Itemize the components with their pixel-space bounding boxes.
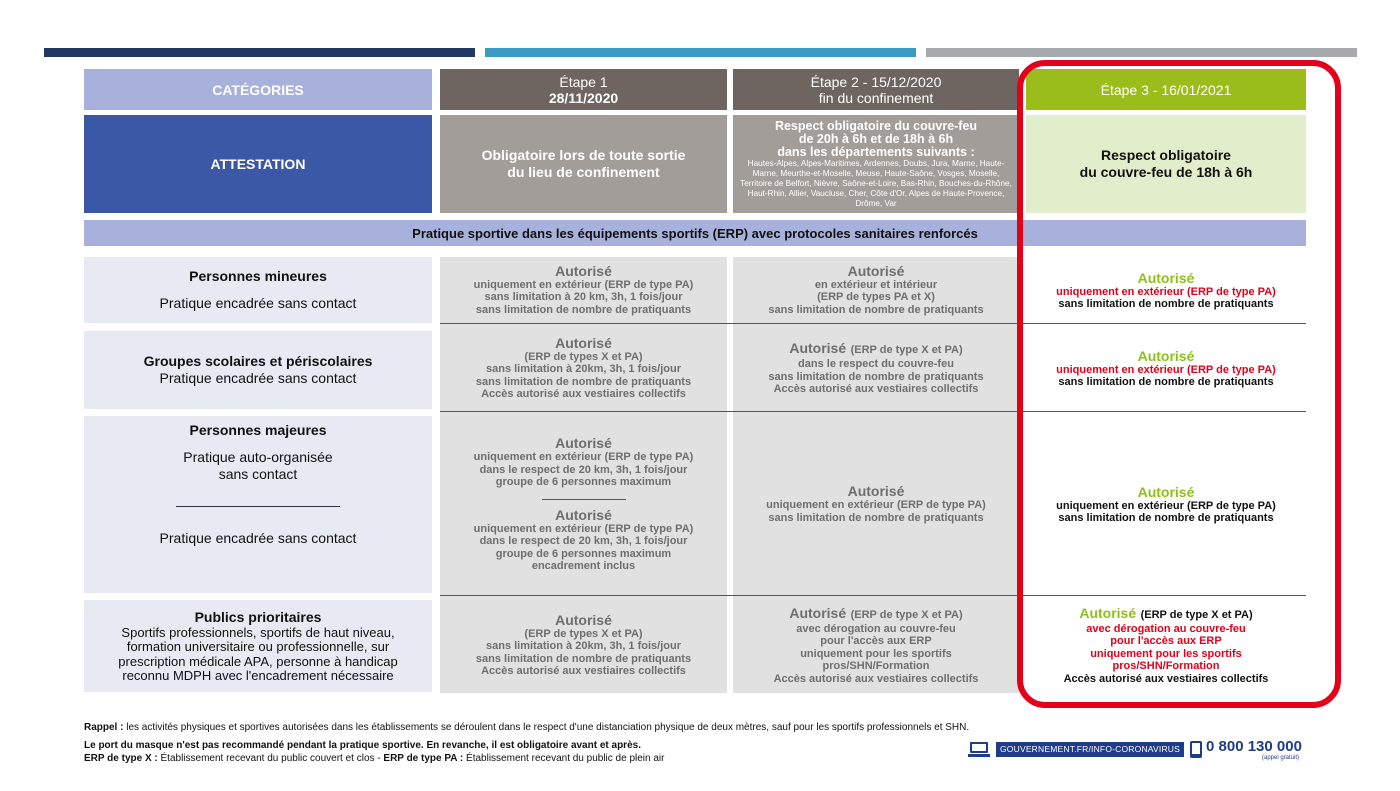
prioritaires-e1-line4: Accès autorisé aux vestiaires collectifs	[481, 665, 686, 677]
scolaires-e2-head: Autorisé	[789, 340, 847, 357]
mineurs-e3-line1: sans limitation de nombre de pratiquants	[1058, 298, 1274, 310]
category-majeurs	[84, 416, 432, 593]
attestation-etape2-title3: dans les départements suivants :	[777, 144, 975, 159]
row-separator-1	[440, 323, 1306, 324]
mineurs-etape3	[1026, 258, 1306, 322]
prioritaires-e3-red1: avec dérogation au couvre-feu	[1086, 622, 1246, 635]
prioritaires-e3-head-suffix: (ERP de type X et PA)	[1140, 608, 1253, 621]
prioritaires-e2-line5: Accès autorisé aux vestiaires collectifs	[773, 672, 979, 685]
attestation-label-cell	[84, 115, 432, 213]
scolaires-sub: Pratique encadrée sans contact	[159, 370, 357, 386]
majeurs-e1b-line1: uniquement en extérieur (ERP de type PA)	[473, 522, 694, 535]
mineurs-e2-line1: en extérieur et intérieur	[814, 278, 938, 291]
mineurs-e1-head: Autorisé	[555, 262, 612, 279]
attestation-label: ATTESTATION	[210, 156, 306, 172]
prioritaires-e3-red2: pour l'accès aux ERP	[1110, 635, 1222, 648]
phone-note	[1262, 754, 1299, 762]
prioritaires-e2-head: Autorisé	[789, 604, 847, 621]
prioritaires-e1-line2: sans limitation à 20km, 3h, 1 fois/jour	[485, 640, 681, 652]
majeurs-e2-head: Autorisé	[847, 483, 905, 499]
footer-rappel-text: les activités physiques et sportives autorisées dans les établissements se déroulent dans le respect d'une distanciation physique de deux mètres, sauf pour les sportifs professionnels et SHN.	[126, 722, 970, 733]
scolaires-e2-head-suffix: (ERP de type X et PA)	[850, 344, 963, 357]
scolaires-e3-head: Autorisé	[1137, 347, 1195, 364]
mineurs-sub: Pratique encadrée sans contact	[159, 295, 357, 311]
footer-masque-text: Le port du masque n'est pas recommandé pendant la pratique sportive. En revanche, il est obligatoire avant et après.	[84, 740, 641, 751]
majeurs-e1a-head: Autorisé	[555, 435, 612, 451]
header-categories	[84, 69, 432, 110]
mineurs-e1-line1: uniquement en extérieur (ERP de type PA)	[473, 278, 694, 291]
attestation-etape3	[1026, 115, 1306, 213]
scolaires-etape2	[733, 326, 1019, 410]
scolaires-e3-line1: sans limitation de nombre de pratiquants	[1058, 376, 1274, 388]
majeurs-divider	[176, 506, 340, 507]
section-banner	[84, 220, 1306, 246]
mineurs-e2-head: Autorisé	[847, 262, 905, 279]
category-prioritaires	[84, 600, 432, 692]
mineurs-e2-line3: sans limitation de nombre de pratiquants	[768, 303, 984, 316]
prioritaires-e3-line1: Accès autorisé aux vestiaires collectifs	[1063, 672, 1269, 685]
attestation-etape1-line2: du lieu de confinement	[507, 164, 660, 180]
phone-icon	[1190, 741, 1202, 758]
attestation-etape1-line1: Obligatoire lors de toute sortie	[481, 147, 686, 163]
majeurs-e2-line1: uniquement en extérieur (ERP de type PA)	[766, 499, 986, 511]
prioritaires-e2-head-suffix: (ERP de type X et PA)	[850, 608, 963, 621]
prioritaires-e1-head: Autorisé	[555, 611, 612, 628]
majeurs-e2-line2: sans limitation de nombre de pratiquants	[768, 511, 984, 524]
etape1-title: Étape 1	[559, 73, 608, 90]
prioritaires-etape2	[733, 598, 1019, 692]
mineurs-etape1	[440, 258, 727, 322]
header-categories-label: CATÉGORIES	[212, 81, 304, 98]
prioritaires-e3-head: Autorisé	[1079, 604, 1137, 621]
prioritaires-e2-line2: pour l'accès aux ERP	[820, 635, 932, 648]
scolaires-e1-line4: Accès autorisé aux vestiaires collectifs	[481, 388, 686, 400]
mineurs-e1-line2: sans limitation à 20 km, 3h, 1 fois/jour	[484, 291, 683, 304]
mineurs-e2-line2: (ERP de types PA et X)	[817, 291, 935, 304]
majeurs-sub1-line2: sans contact	[218, 466, 298, 482]
prioritaires-e1-line3: sans limitation de nombre de pratiquants	[475, 652, 692, 665]
footer-erppa-label: ERP de type PA :	[383, 753, 464, 764]
prioritaires-e2-line1: avec dérogation au couvre-feu	[796, 622, 956, 635]
majeurs-e3-head: Autorisé	[1137, 483, 1195, 500]
scolaires-e1-head: Autorisé	[555, 334, 612, 351]
top-bar-navy	[44, 48, 475, 57]
row-separator-3	[440, 595, 1306, 596]
attestation-etape1	[440, 115, 727, 213]
prioritaires-line2: formation universitaire ou professionnelle, sur	[126, 639, 390, 654]
prioritaires-etape1	[440, 598, 727, 692]
attestation-etape2-title1: Respect obligatoire du couvre-feu	[774, 118, 978, 133]
prioritaires-e2-line3: uniquement pour les sportifs	[800, 647, 952, 660]
scolaires-e2-line2: sans limitation de nombre de pratiquants	[768, 370, 984, 383]
phone-note-text: (appel gratuit)	[1262, 755, 1300, 761]
mineurs-etape2	[733, 258, 1019, 322]
majeurs-e1b-line3: groupe de 6 personnes maximum	[495, 547, 672, 560]
scolaires-e1-line3: sans limitation de nombre de pratiquants	[475, 375, 692, 388]
attestation-etape2	[733, 115, 1019, 213]
footer-erpx-text: Établissement recevant du public couvert et clos -	[160, 753, 381, 764]
prioritaires-line3: prescription médicale APA, personne à handicap	[118, 653, 398, 669]
mineurs-e1-line3: sans limitation de nombre de pratiquants	[475, 303, 692, 316]
majeurs-e1a-line3: groupe de 6 personnes maximum	[495, 476, 672, 488]
header-etape3	[1026, 69, 1306, 110]
majeurs-e1b-line4: encadrement inclus	[531, 560, 636, 572]
majeurs-e3-line2: sans limitation de nombre de pratiquants	[1058, 512, 1274, 524]
section-banner-text: Pratique sportive dans les équipements sportifs (ERP) avec protocoles sanitaires renforcés	[412, 225, 978, 241]
scolaires-etape1	[440, 326, 727, 410]
majeurs-e1-divider	[542, 499, 626, 500]
computer-icon	[968, 742, 990, 757]
row-separator-2	[440, 411, 1306, 412]
attestation-etape3-line1: Respect obligatoire	[1101, 147, 1231, 163]
attestation-etape3-line2: du couvre-feu de 18h à 6h	[1079, 164, 1253, 180]
scolaires-e1-line2: sans limitation à 20km, 3h, 1 fois/jour	[485, 363, 681, 375]
etape2-subtitle: fin du confinement	[818, 89, 934, 106]
etape3-title: Étape 3 - 16/01/2021	[1100, 81, 1232, 98]
prioritaires-e1-line1: (ERP de types X et PA)	[524, 627, 643, 640]
footer-rappel	[84, 721, 1364, 734]
majeurs-title: Personnes majeures	[189, 422, 327, 438]
attestation-etape2-title2: de 20h à 6h et de 18h à 6h	[798, 131, 954, 146]
mineurs-e3-red: uniquement en extérieur (ERP de type PA)	[1056, 285, 1276, 298]
majeurs-e1b-line2: dans le respect de 20 km, 3h, 1 fois/jour	[479, 535, 688, 547]
category-scolaires	[84, 331, 432, 409]
top-bar-gray	[926, 48, 1357, 57]
prioritaires-title: Publics prioritaires	[194, 608, 322, 625]
scolaires-etape3	[1026, 326, 1306, 410]
mineurs-e3-head: Autorisé	[1137, 269, 1195, 286]
majeurs-e1a-line1: uniquement en extérieur (ERP de type PA)	[473, 451, 694, 463]
majeurs-sub1-line1: Pratique auto-organisée	[183, 449, 333, 465]
prioritaires-line1: Sportifs professionnels, sportifs de haut niveau,	[121, 624, 395, 640]
footer-masque	[84, 739, 641, 752]
prioritaires-line4: reconnu MDPH avec l'encadrement nécessaire	[122, 668, 394, 683]
prioritaires-e3-red4: pros/SHN/Formation	[1112, 660, 1220, 673]
gouv-url-link[interactable]	[996, 742, 1184, 757]
scolaires-e2-line3: Accès autorisé aux vestiaires collectifs	[773, 383, 979, 396]
header-etape2	[733, 69, 1019, 110]
footer-erpx-label: ERP de type X :	[84, 753, 158, 764]
phone-number[interactable]	[1206, 738, 1302, 755]
header-etape1	[440, 69, 727, 110]
majeurs-e3-line1: uniquement en extérieur (ERP de type PA)	[1056, 499, 1276, 512]
gouv-url-text: GOUVERNEMENT.FR/INFO-CORONAVIRUS	[999, 744, 1181, 754]
prioritaires-e2-line4: pros/SHN/Formation	[822, 660, 930, 673]
footer-erppa-text: Établissement recevant du public de plein air	[466, 753, 665, 764]
top-bar-teal	[485, 48, 916, 57]
prioritaires-e3-red3: uniquement pour les sportifs	[1090, 647, 1242, 660]
majeurs-etape3	[1026, 414, 1306, 594]
attestation-etape2-departments: Hautes-Alpes, Alpes-Maritimes, Ardennes, Doubs, Jura, Marne, Haute-Marne, Meurthe-et-Moselle, Meuse, Haute-Saône, Vosges, Moselle, Territoire de Belfort, Nièvre, Saône-et-Loire, Bas-Rhin, Bouches-du-Rhône, Haut-Rhin, Allier, Vaucluse, Cher, Côte d'Or, Alpes de Haute-Provence, Drôme, Var	[740, 158, 1012, 208]
footer-erp	[84, 752, 664, 765]
category-mineurs	[84, 257, 432, 323]
majeurs-e1a-line2: dans le respect de 20 km, 3h, 1 fois/jour	[479, 463, 688, 476]
scolaires-e1-line1: (ERP de types X et PA)	[524, 350, 643, 363]
majeurs-sub2: Pratique encadrée sans contact	[159, 530, 357, 546]
scolaires-title: Groupes scolaires et périscolaires	[143, 353, 373, 369]
etape2-title: Étape 2 - 15/12/2020	[810, 73, 942, 90]
footer-rappel-label: Rappel :	[84, 722, 124, 733]
majeurs-etape1	[440, 414, 727, 594]
majeurs-etape2	[733, 414, 1019, 594]
phone-number-text: 0 800 130 000	[1206, 738, 1302, 755]
scolaires-e3-red: uniquement en extérieur (ERP de type PA)	[1056, 363, 1276, 376]
mineurs-title: Personnes mineures	[189, 268, 327, 284]
majeurs-e1b-head: Autorisé	[555, 506, 612, 523]
etape1-date: 28/11/2020	[548, 89, 619, 106]
scolaires-e2-line1: dans le respect du couvre-feu	[798, 358, 954, 371]
prioritaires-etape3	[1026, 598, 1306, 692]
